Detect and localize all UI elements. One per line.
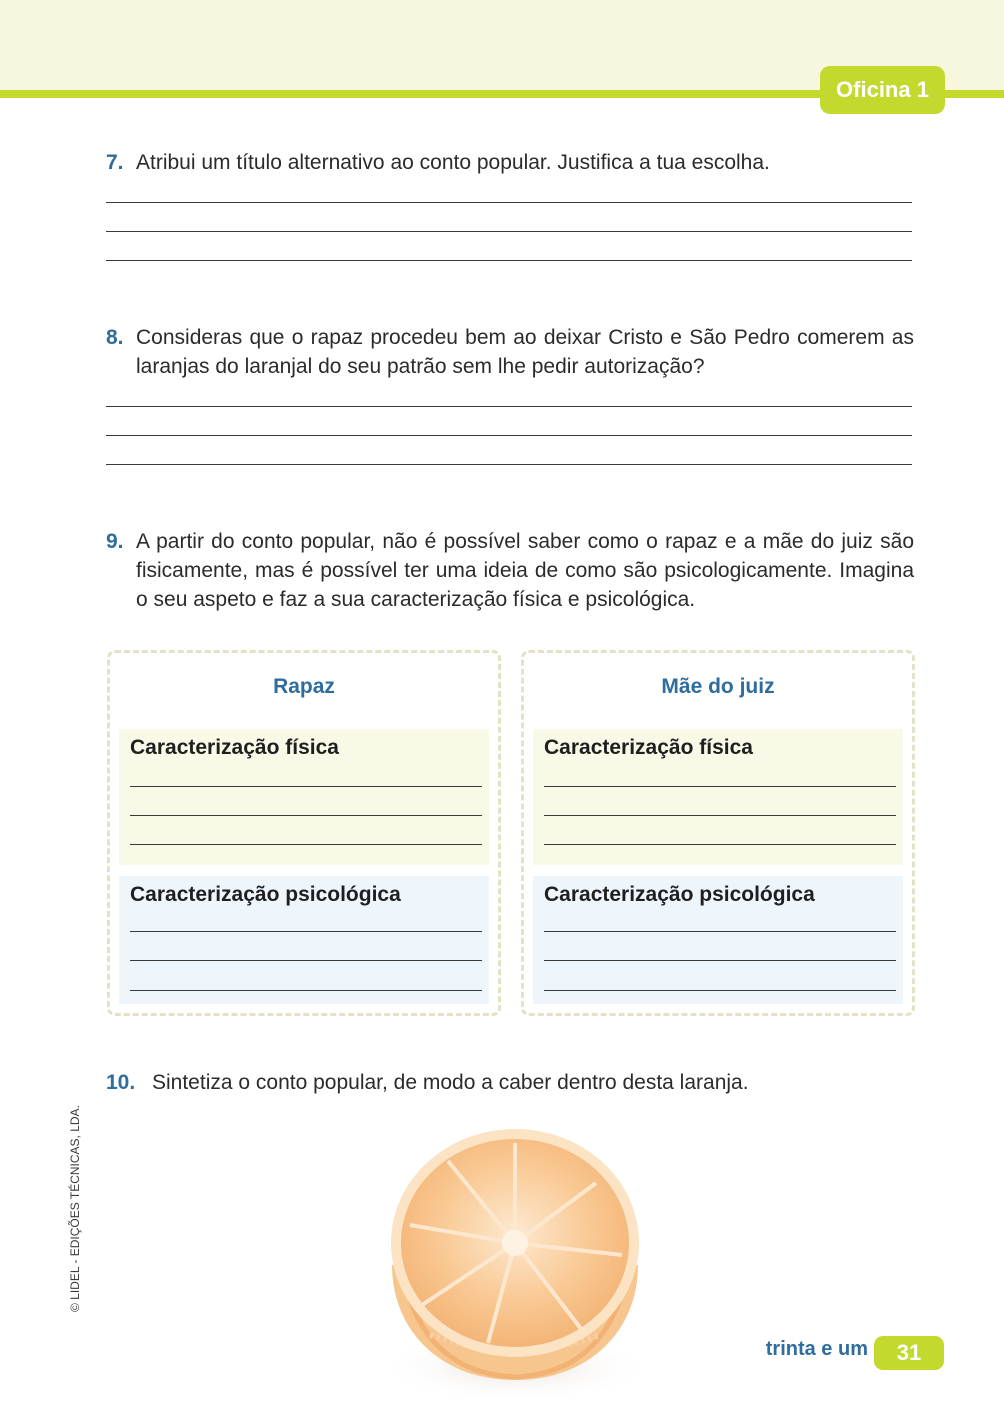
character-box-rapaz [107, 650, 501, 1016]
answer-line[interactable] [130, 931, 482, 932]
physical-panel [533, 729, 903, 865]
answer-line[interactable] [130, 960, 482, 961]
page-number-words: trinta e um [765, 1338, 868, 1360]
psychological-panel [533, 876, 903, 1004]
question-text: Sintetiza o conto popular, de modo a caber dentro desta laranja. [152, 1071, 749, 1094]
question-9 [106, 527, 914, 614]
character-title: Mãe do juiz [661, 675, 775, 698]
answer-line[interactable] [106, 260, 912, 261]
question-text: Consideras que o rapaz procedeu bem ao deixar Cristo e São Pedro comerem as laranjas do laranjal do seu patrão sem lhe pedir autorização? [136, 326, 914, 378]
character-title: Rapaz [273, 675, 335, 698]
physical-label: Caracterização física [130, 736, 339, 759]
orange-half-icon [370, 1125, 660, 1410]
answer-line[interactable] [106, 231, 912, 232]
question-10 [106, 1068, 914, 1097]
answer-line[interactable] [544, 960, 896, 961]
answer-line[interactable] [544, 844, 896, 845]
psychological-panel [119, 876, 489, 1004]
page-number: 31 [874, 1336, 944, 1370]
workshop-tab: Oficina 1 [820, 66, 945, 114]
psychological-label: Caracterização psicológica [130, 883, 401, 906]
question-number: 10. [106, 1071, 136, 1094]
psychological-label: Caracterização psicológica [544, 883, 815, 906]
answer-line[interactable] [544, 786, 896, 787]
answer-line[interactable] [130, 990, 482, 991]
answer-line[interactable] [106, 406, 912, 407]
copyright-notice: © LIDEL - EDIÇÕES TÉCNICAS, LDA. [68, 1105, 82, 1312]
answer-line[interactable] [106, 435, 912, 436]
physical-panel [119, 729, 489, 865]
question-number: 7. [106, 151, 124, 174]
answer-line[interactable] [130, 815, 482, 816]
question-8 [106, 323, 914, 381]
answer-line[interactable] [544, 931, 896, 932]
answer-line[interactable] [130, 786, 482, 787]
character-box-mae-do-juiz [521, 650, 915, 1016]
question-text: Atribui um título alternativo ao conto popular. Justifica a tua escolha. [136, 151, 770, 174]
question-number: 9. [106, 530, 124, 553]
answer-line[interactable] [544, 990, 896, 991]
physical-label: Caracterização física [544, 736, 753, 759]
answer-line[interactable] [106, 202, 912, 203]
answer-line[interactable] [106, 464, 912, 465]
question-text: A partir do conto popular, não é possível saber como o rapaz e a mãe do juiz são fisicamente, mas é possível ter uma ideia de como são psicologicamente. Imagina o seu aspeto e faz a sua caracterização física e psicológica. [136, 530, 914, 611]
question-number: 8. [106, 326, 124, 349]
question-7 [106, 148, 914, 177]
answer-line[interactable] [130, 844, 482, 845]
answer-line[interactable] [544, 815, 896, 816]
